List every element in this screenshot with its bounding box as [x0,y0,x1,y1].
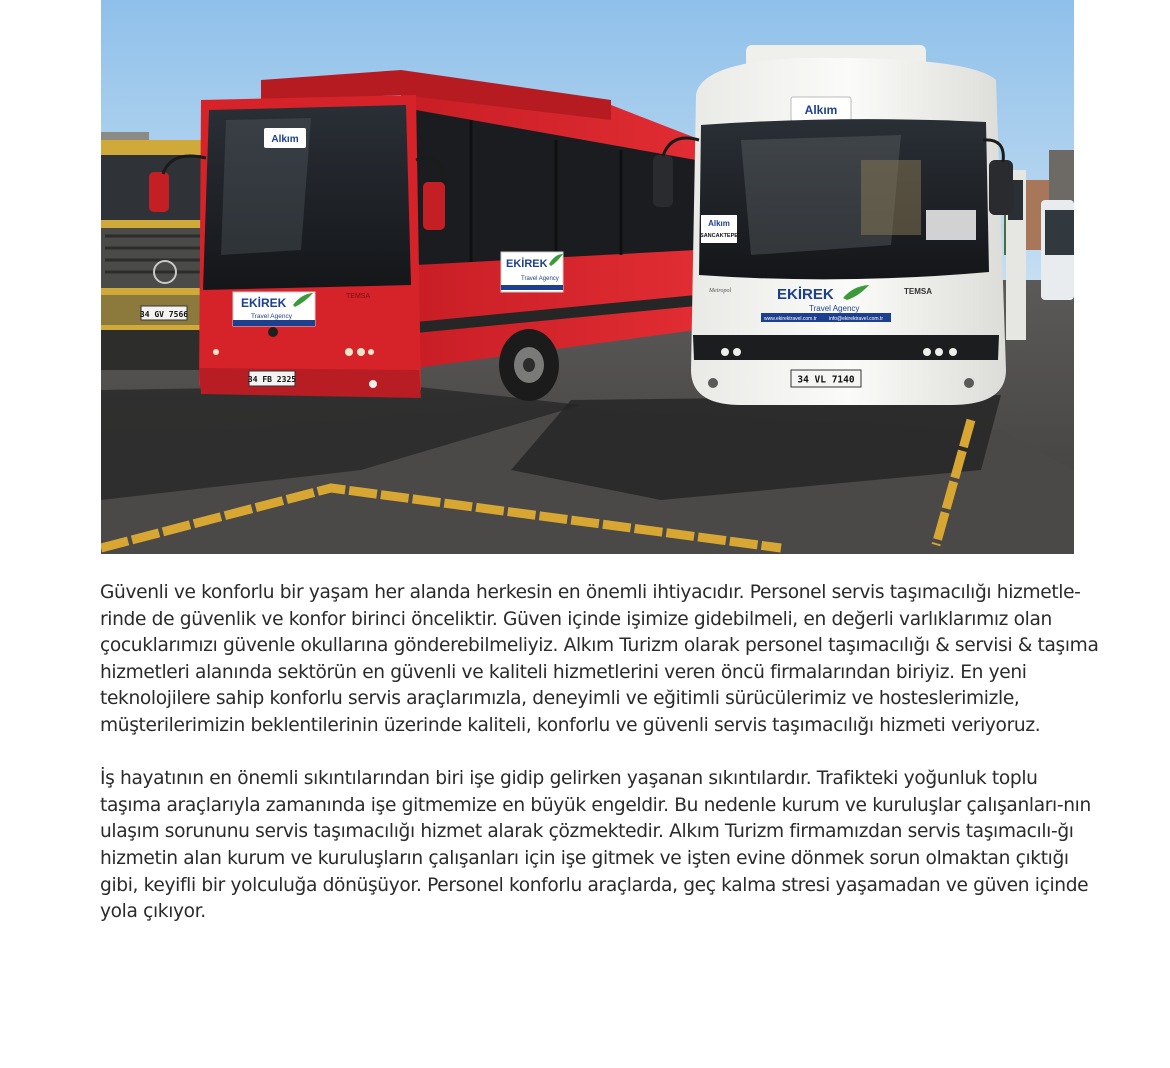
red-bus-side-logo-sub: Travel Agency [521,276,559,282]
red-bus-plate: 34 FB 2325 [247,375,297,384]
red-bus-front-logo: EKİREK [241,296,287,310]
white-bus-front-logo: EKİREK [777,286,834,303]
white-bus-strip-left: www.ekirektravel.com.tr [764,316,817,322]
white-bus-plate: 34 VL 7140 [797,374,855,386]
white-bus-roof-sign: Alkım [804,103,838,117]
white-bus [653,45,1026,405]
red-bus-maker-badge: TEMSA [346,293,371,300]
truck-plate: 34 GV 7566 [139,310,189,319]
parked-buses-right [1041,200,1074,300]
white-bus-model: Metropol [709,288,732,294]
article-paragraph-1: Güvenli ve konforlu bir yaşam her alanda herkesin en önemli ihtiyacıdır. Personel servis taşımacılığı hizmetle-rinde de güvenlik ve konfor birinci önceliktir. Güven içinde işimize gidebilmeli, en değerli varlıklarımız olan çocuklarımızı güvenle okullarına gönderebilmeliyiz. Alkım Turizm olarak personel taşımacılığı & servisi & taşıma hizmetleri alanında sektörün en güvenli ve kaliteli hizmetlerini veren öncü firmalarından biriyiz. En yeni teknolojilere sahip konforlu servis araçlarımızla, deneyimli ve eğitimli sürücülerimiz ve hosteslerimizle, müşterilerimizin beklentilerinin üzerinde kaliteli, konforlu ve güvenli servis taşımacılığı hizmeti veriyoruz. [100,582,1099,736]
white-bus-maker-badge: TEMSA [904,287,932,296]
white-bus-card-brand: Alkım [708,219,730,228]
red-bus-front-logo-sub: Travel Agency [251,313,292,320]
white-bus-strip-right: info@ekirektravel.com.tr [829,316,883,322]
article-body [100,580,1100,952]
white-bus-card-text: SANCAKTEPE [700,233,738,239]
article-paragraph-2: İş hayatının en önemli sıkıntılarından biri işe gidip gelirken yaşanan sıkıntılardır. Trafikteki yoğunluk toplu taşıma araçlarıyla zamanında işe gitmemize en büyük engeldir. Bu nedenle kurum ve kuruluşlar çalışanları-nın ulaşım sorununu servis taşımacılığı hizmet alarak çözmektedir. Alkım Turizm firmamızdan servis taşımacılı-ğı hizmetin alan kurum ve kuruluşların çalışanları için işe gitmek ve işten evine dönmek sorun olmaktan çıktığı gibi, keyifli bir yolculuğa dönüşüyor. Personel konforlu araçlarda, geç kalma stresi yaşamadan ve güven içinde yola çıkıyor. [100,768,1091,923]
red-bus-side-logo: EKİREK [506,258,548,270]
red-bus-windshield-sign: Alkım [271,134,299,145]
bus-depot-photo [101,0,1074,554]
white-bus-front-logo-sub: Travel Agency [809,304,860,313]
